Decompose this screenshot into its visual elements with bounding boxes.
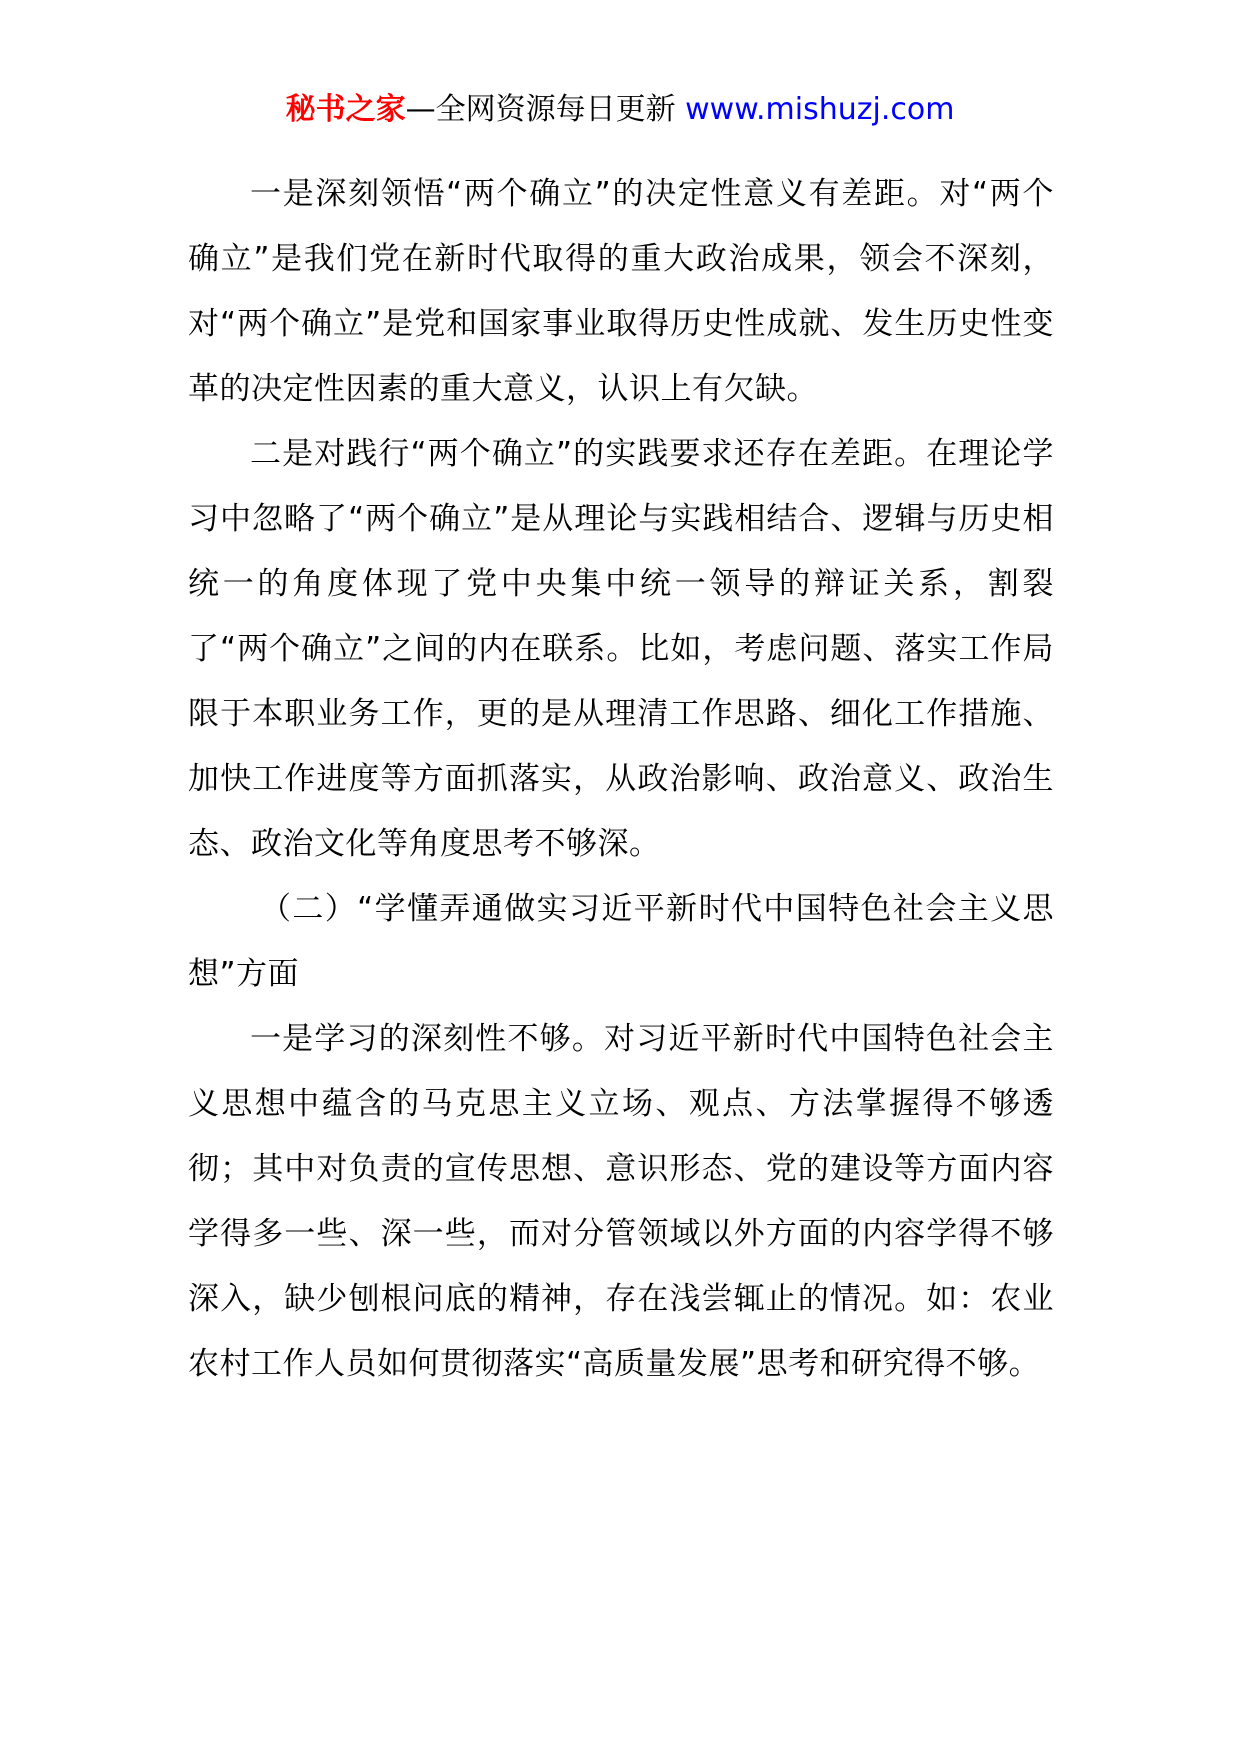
paragraph-1: 一是深刻领悟“两个确立”的决定性意义有差距。对“两个确立”是我们党在新时代取得的重大政治成果，领会不深刻，对“两个确立”是党和国家事业取得历史性成就、发生历史性变革的决定性因素的重大意义，认识上有欠缺。 bbox=[188, 176, 1054, 407]
section-heading-2: （二）“学懂弄通做实习近平新时代中国特色社会主义思想”方面 bbox=[188, 891, 1054, 992]
header-tagline: —全网资源每日更新 bbox=[405, 92, 676, 127]
paragraph-2: 二是对践行“两个确立”的实践要求还存在差距。在理论学习中忽略了“两个确立”是从理论与实践相结合、逻辑与历史相统一的角度体现了党中央集中统一领导的辩证关系，割裂了“两个确立”之间的内在联系。比如，考虑问题、落实工作局限于本职业务工作，更的是从理清工作思路、细化工作措施、加快工作进度等方面抓落实，从政治影响、政治意义、政治生态、政治文化等角度思考不够深。 bbox=[188, 436, 1054, 862]
site-url-link[interactable]: www.mishuzj.com bbox=[685, 92, 955, 127]
paragraph-3: 一是学习的深刻性不够。对习近平新时代中国特色社会主义思想中蕴含的马克思主义立场、观点、方法掌握得不够透彻；其中对负责的宣传思想、意识形态、党的建设等方面内容学得多一些、深一些，而对分管领域以外方面的内容学得不够深入，缺少刨根问底的精神，存在浅尝辄止的情况。如：农业农村工作人员如何贯彻落实“高质量发展”思考和研究得不够。 bbox=[188, 1021, 1054, 1382]
document-body bbox=[188, 162, 1054, 1397]
brand-name: 秘书之家 bbox=[285, 92, 406, 127]
page-header bbox=[0, 88, 1240, 132]
